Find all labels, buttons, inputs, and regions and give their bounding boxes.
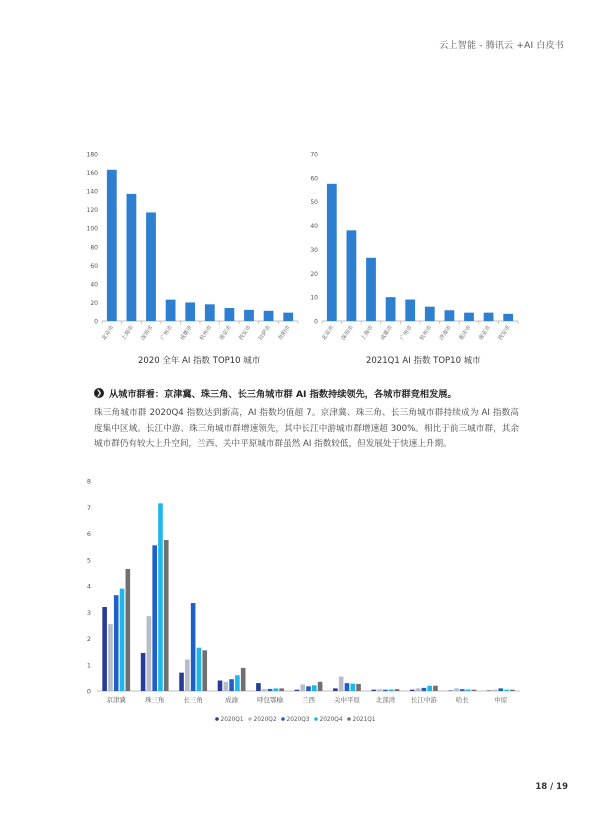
x-tick-label: 长江中游 (410, 696, 437, 704)
legend-label: 2020Q1 (220, 717, 244, 723)
y-tick-label: 80 (90, 244, 98, 252)
chart-top10-2020-svg (80, 145, 305, 350)
bar (179, 673, 184, 691)
x-tick-label: 京津冀 (106, 696, 126, 704)
chart-top10-2021q1-title: 2021Q1 AI 指数 TOP10 城市 (366, 356, 481, 366)
bar (377, 689, 382, 691)
bar (372, 690, 377, 691)
legend-label: 2021Q1 (352, 717, 376, 723)
bar (218, 681, 223, 692)
bar (126, 569, 131, 691)
bar (510, 690, 515, 691)
y-tick-label: 40 (90, 281, 98, 289)
y-tick-label: 40 (310, 223, 318, 231)
x-tick-label: 中原 (494, 696, 508, 704)
bar (202, 650, 207, 691)
bar (185, 302, 195, 321)
bar (487, 690, 492, 691)
x-tick-label: 北京市 (321, 324, 336, 342)
y-tick-label: 50 (310, 199, 318, 207)
section-heading-text: 从城市群看：京津冀、珠三角、长三角城市群 AI 指数持续领先，各城市群竞相发展。 (109, 389, 457, 400)
chart-city-clusters-svg (75, 475, 525, 730)
y-tick-label: 140 (86, 188, 98, 196)
bar (327, 184, 337, 321)
bar (366, 258, 376, 321)
legend-marker (314, 717, 318, 721)
bar (197, 648, 202, 691)
y-tick-label: 160 (86, 170, 98, 178)
bar (120, 589, 125, 691)
bar (347, 230, 357, 321)
y-tick-label: 7 (86, 503, 91, 512)
bar (164, 540, 169, 691)
x-tick-label: 北京市 (101, 324, 116, 342)
chart-top10-2020 (80, 145, 305, 350)
y-tick-label: 10 (310, 294, 318, 302)
y-tick-label: 100 (86, 225, 98, 233)
legend-label: 2020Q3 (286, 717, 310, 723)
legend-marker (248, 717, 252, 721)
legend-marker (215, 717, 219, 721)
bar (229, 679, 234, 691)
bar (127, 194, 137, 321)
bar (460, 689, 465, 691)
y-tick-label: 60 (310, 175, 318, 183)
x-tick-label: 南京市 (477, 324, 493, 342)
y-tick-label: 4 (86, 582, 91, 591)
bar (241, 668, 246, 691)
y-tick-label: 20 (90, 299, 98, 307)
bar (268, 689, 273, 691)
bar (141, 653, 146, 691)
bar (448, 690, 453, 691)
x-tick-label: 长三角 (183, 696, 203, 704)
chart-top10-2021q1 (300, 145, 525, 350)
x-tick-label: 成都市 (379, 324, 395, 342)
bar (472, 690, 477, 691)
bar (410, 690, 415, 691)
x-tick-label: 杭州市 (199, 324, 214, 342)
bar (185, 660, 190, 692)
chevron-right-icon: ❯ (94, 388, 104, 398)
x-tick-label: 重庆市 (458, 324, 473, 342)
bar (114, 595, 119, 691)
bar (333, 688, 338, 691)
section-heading (94, 386, 534, 400)
bar (466, 689, 471, 691)
bar (504, 690, 509, 691)
bar (389, 689, 394, 691)
bar (262, 689, 267, 691)
y-tick-label: 6 (86, 530, 91, 538)
legend-label: 2020Q4 (319, 717, 343, 723)
y-tick-label: 180 (86, 151, 98, 159)
x-tick-label: 南京市 (218, 324, 234, 342)
bar (416, 688, 421, 691)
y-tick-label: 70 (310, 151, 318, 159)
x-tick-label: 北部湾 (375, 696, 396, 704)
bar (425, 307, 435, 321)
x-tick-label: 拉萨市 (257, 324, 273, 342)
bar (498, 688, 503, 691)
bar (454, 688, 459, 691)
x-tick-label: 关中平原 (333, 696, 360, 704)
bar (147, 616, 152, 691)
bar (345, 683, 350, 691)
bar (350, 684, 355, 691)
y-tick-label: 20 (310, 270, 318, 278)
y-tick-label: 2 (86, 635, 91, 643)
x-tick-label: 兰西 (302, 696, 315, 704)
x-tick-label: 西安市 (238, 324, 253, 342)
bar (244, 310, 254, 321)
bar (223, 682, 228, 691)
y-tick-label: 0 (314, 318, 318, 326)
bar (225, 308, 235, 321)
bar (306, 686, 311, 691)
x-tick-label: 济南市 (438, 324, 454, 342)
bar (274, 688, 279, 691)
chart-top10-2020-title: 2020 全年 AI 指数 TOP10 城市 (138, 356, 261, 366)
y-tick-label: 8 (86, 477, 91, 486)
bar (191, 603, 196, 691)
y-tick-label: 0 (86, 687, 91, 696)
bar (464, 313, 474, 321)
x-tick-label: 贵阳市 (277, 324, 292, 342)
x-tick-label: 杭州市 (419, 324, 434, 342)
chart-city-clusters (75, 475, 525, 730)
bar (422, 688, 427, 691)
bar (318, 682, 323, 691)
bar (107, 170, 117, 321)
x-tick-label: 广州市 (159, 324, 175, 342)
y-tick-label: 30 (310, 246, 318, 254)
x-tick-label: 西安市 (497, 324, 512, 342)
bar (102, 607, 107, 691)
bar (158, 503, 163, 691)
bar (386, 297, 396, 321)
x-tick-label: 深圳市 (140, 324, 155, 342)
bar (493, 690, 498, 691)
page-header: 云上智能 - 腾讯云 +AI 白皮书 (439, 41, 564, 51)
x-tick-label: 成都市 (179, 324, 194, 342)
y-tick-label: 3 (86, 608, 91, 617)
x-tick-label: 哈长 (455, 696, 469, 704)
bar (405, 300, 415, 321)
paragraph-text: 珠三角城市群 2020Q4 指数达到新高，AI 指数均值超 7。京津冀、珠三角、长三角城市群持续成为 AI 指数高度集中区域。长江中游、珠三角城市群增速领先，其中长江中游城市群增速超 300%。相比于前三城市群，其余城市群仍有较大上升空间，兰西、关中平原城市群虽然 AI 指数较低，但发展处于快速上升期。 (94, 408, 519, 449)
bar (356, 684, 361, 691)
x-tick-label: 呼包鄂榆 (257, 696, 284, 704)
chart-top10-2021q1-svg (300, 145, 525, 350)
bar (152, 545, 157, 691)
bar (283, 313, 293, 321)
legend-marker (281, 717, 285, 721)
legend-label: 2020Q2 (253, 717, 277, 723)
bar (383, 690, 388, 691)
page-number: 18 / 19 (535, 782, 568, 792)
x-tick-label: 上海市 (360, 324, 375, 342)
legend-marker (347, 717, 351, 721)
y-tick-label: 60 (90, 262, 98, 270)
bar (427, 686, 432, 691)
bar (312, 685, 317, 691)
bar (264, 311, 274, 321)
bar (146, 212, 156, 321)
x-tick-label: 深圳市 (340, 324, 356, 342)
bar (395, 689, 400, 691)
x-tick-label: 珠三角 (144, 696, 165, 704)
x-tick-label: 广州市 (399, 324, 414, 342)
bar (108, 624, 113, 691)
bar (503, 314, 513, 321)
bar (166, 300, 176, 321)
x-tick-label: 上海市 (120, 324, 136, 342)
bar (205, 304, 215, 321)
bar (256, 683, 261, 691)
bar (445, 310, 455, 321)
bar (339, 677, 344, 691)
y-tick-label: 5 (86, 556, 91, 565)
bar (484, 313, 494, 321)
x-tick-label: 成渝 (225, 696, 239, 704)
bar (295, 690, 300, 691)
bar (279, 688, 284, 691)
section-paragraph (94, 406, 519, 453)
bar (433, 686, 438, 691)
bar (235, 675, 240, 691)
y-tick-label: 0 (94, 318, 98, 326)
y-tick-label: 120 (86, 207, 98, 215)
bar (300, 684, 305, 691)
y-tick-label: 1 (86, 661, 91, 670)
